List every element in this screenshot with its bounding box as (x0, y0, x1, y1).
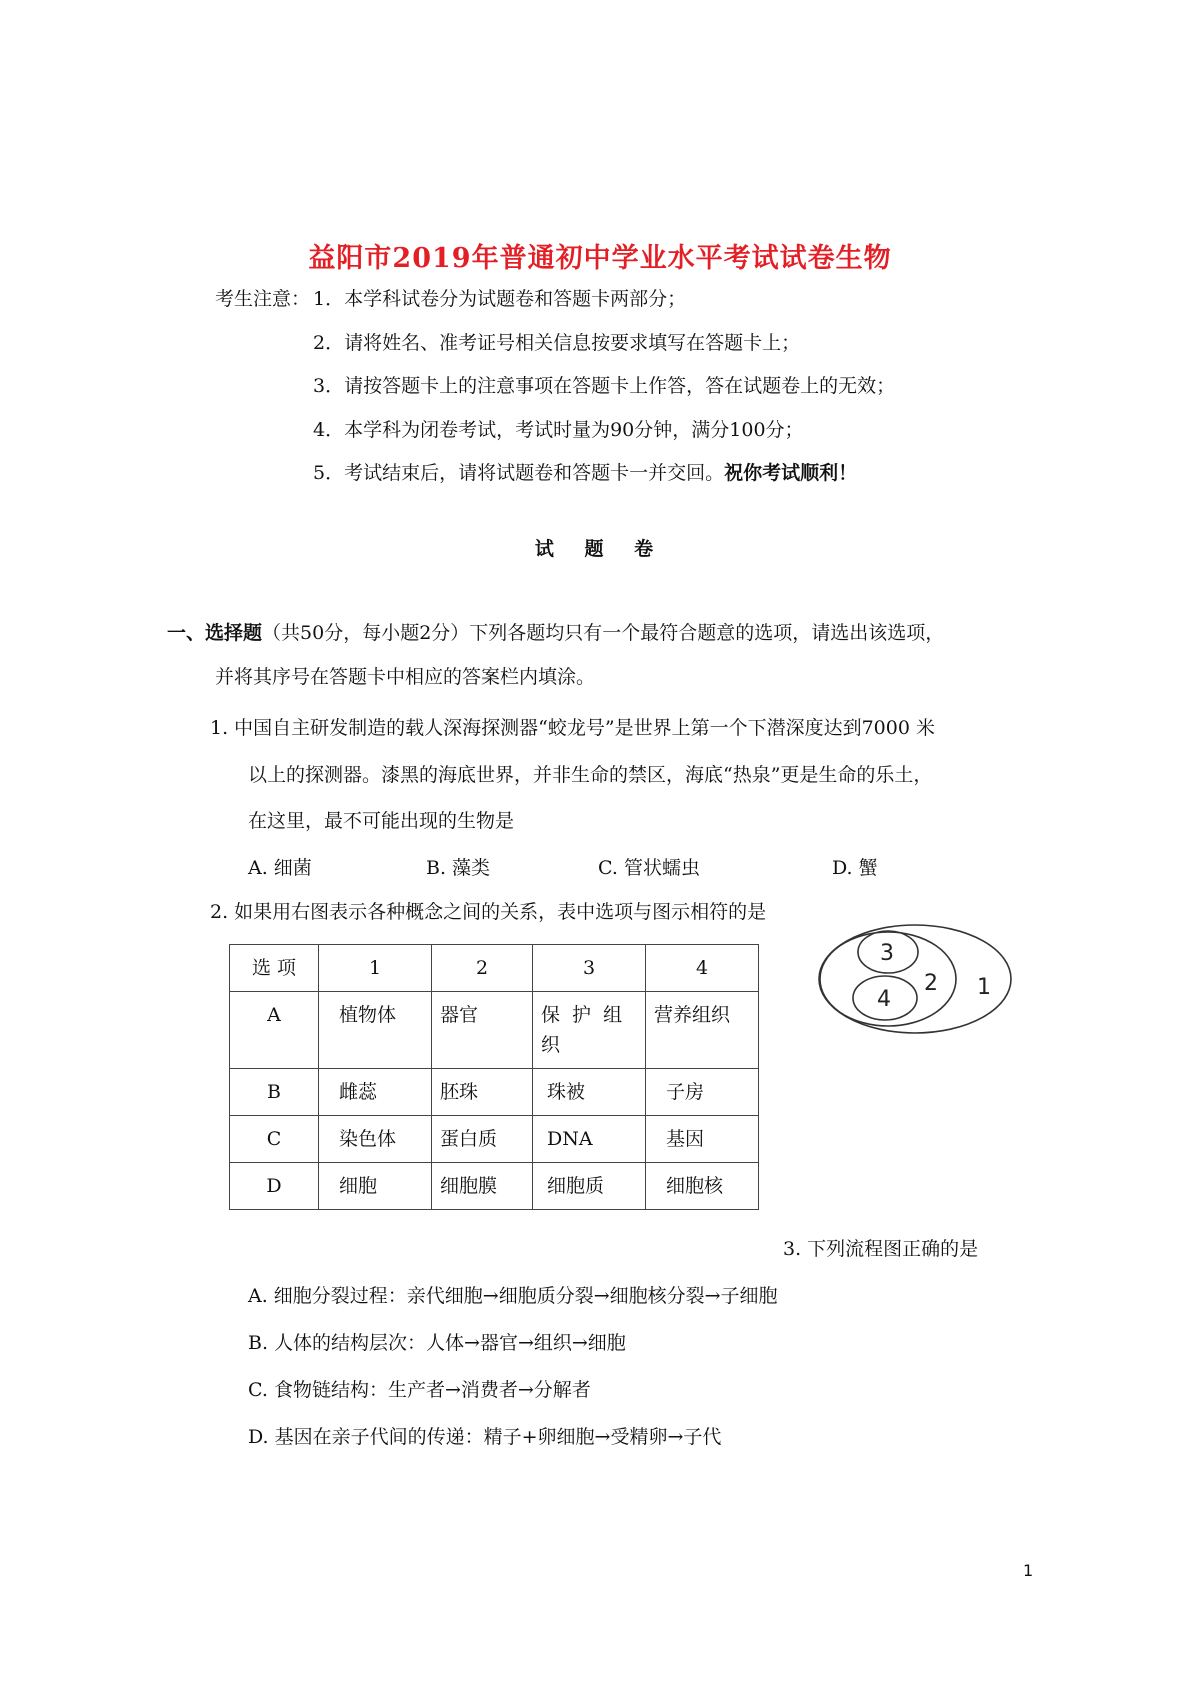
table-cell: B (230, 1069, 319, 1116)
q1-line3: 在这里，最不可能出现的生物是 (248, 810, 515, 832)
q1-line2: 以上的探测器。漆黑的海底世界，并非生命的禁区，海底“热泉”更是生命的乐土， (248, 764, 933, 786)
table-cell: 基因 (646, 1116, 759, 1163)
table-cell: 珠被 (533, 1069, 646, 1116)
venn-label-2: 2 (924, 971, 938, 996)
table-cell: 蛋白质 (432, 1116, 533, 1163)
venn-label-4: 4 (877, 987, 891, 1012)
page-number: 1 (1023, 1561, 1034, 1580)
table-cell: 器官 (432, 992, 533, 1069)
table-cell: 保 护 组 织 (533, 992, 646, 1069)
table-cell: 细胞质 (533, 1163, 646, 1210)
q3-option-b: B. 人体的结构层次：人体→器官→组织→细胞 (248, 1332, 626, 1354)
venn-label-1: 1 (977, 975, 991, 1000)
notice-item-3: 3．请按答题卡上的注意事项在答题卡上作答，答在试题卷上的无效； (313, 375, 896, 397)
table-cell: D (230, 1163, 319, 1210)
table-cell: A (230, 992, 319, 1069)
part1-label: 一、选择题 (167, 622, 263, 644)
concept-venn-diagram (812, 920, 1022, 1040)
table-cell: 植物体 (319, 992, 432, 1069)
table-cell: 细胞 (319, 1163, 432, 1210)
table-cell: 雌蕊 (319, 1069, 432, 1116)
q1-option-c: C. 管状蠕虫 (598, 857, 700, 879)
section-heading: 试 题 卷 (534, 538, 666, 560)
q3-option-d: D. 基因在亲子代间的传递：精子+卵细胞→受精卵→子代 (248, 1426, 722, 1448)
q2-options-table (229, 944, 759, 1210)
table-cell: 细胞膜 (432, 1163, 533, 1210)
notice-item-5-text: 5．考试结束后，请将试题卷和答题卡一并交回。 (313, 462, 725, 484)
table-header-cell: 4 (646, 945, 759, 992)
part1-text-line1: （共50分，每小题2分）下列各题均只有一个最符合题意的选项，请选出该选项， (262, 622, 945, 644)
q3-stem: 3. 下列流程图正确的是 (783, 1238, 979, 1260)
notice-item-2: 2．请将姓名、准考证号相关信息按要求填写在答题卡上； (313, 332, 801, 354)
q1-option-a: A. 细菌 (248, 857, 312, 879)
notice-item-5 (313, 460, 857, 486)
table-row (230, 1116, 759, 1163)
table-cell: 子房 (646, 1069, 759, 1116)
exam-title: 益阳市2019年普通初中学业水平考试试卷生物 (308, 243, 892, 274)
table-header-row (230, 945, 759, 992)
q1-line1: 1. 中国自主研发制造的载人深海探测器“蛟龙号”是世界上第一个下潜深度达到7000 米 (210, 717, 935, 739)
table-cell: 胚珠 (432, 1069, 533, 1116)
q1-option-d: D. 蟹 (832, 857, 878, 879)
notice-label: 考生注意： (215, 288, 311, 310)
table-row (230, 1069, 759, 1116)
part1-text-line2: 并将其序号在答题卡中相应的答案栏内填涂。 (215, 666, 596, 688)
q3-option-a: A. 细胞分裂过程：亲代细胞→细胞质分裂→细胞核分裂→子细胞 (248, 1285, 778, 1307)
venn-label-3: 3 (880, 941, 894, 966)
table-header-cell: 2 (432, 945, 533, 992)
q3-option-c: C. 食物链结构：生产者→消费者→分解者 (248, 1379, 591, 1401)
notice-closing: 祝你考试顺利！ (724, 462, 858, 484)
notice-item-4: 4．本学科为闭卷考试，考试时量为90分钟，满分100分； (313, 419, 804, 441)
table-cell: DNA (533, 1116, 646, 1163)
table-header-cell: 3 (533, 945, 646, 992)
table-cell: 染色体 (319, 1116, 432, 1163)
part1-intro (167, 620, 944, 646)
notice-item-1: 1．本学科试卷分为试题卷和答题卡两部分； (313, 288, 687, 310)
table-row (230, 992, 759, 1069)
table-header-cell: 1 (319, 945, 432, 992)
table-cell: C (230, 1116, 319, 1163)
q1-option-b: B. 藻类 (426, 857, 491, 879)
table-header-cell: 选 项 (230, 945, 319, 992)
table-cell: 细胞核 (646, 1163, 759, 1210)
table-cell: 营养组织 (646, 992, 759, 1069)
table-row (230, 1163, 759, 1210)
q2-stem: 2. 如果用右图表示各种概念之间的关系，表中选项与图示相符的是 (210, 901, 767, 923)
